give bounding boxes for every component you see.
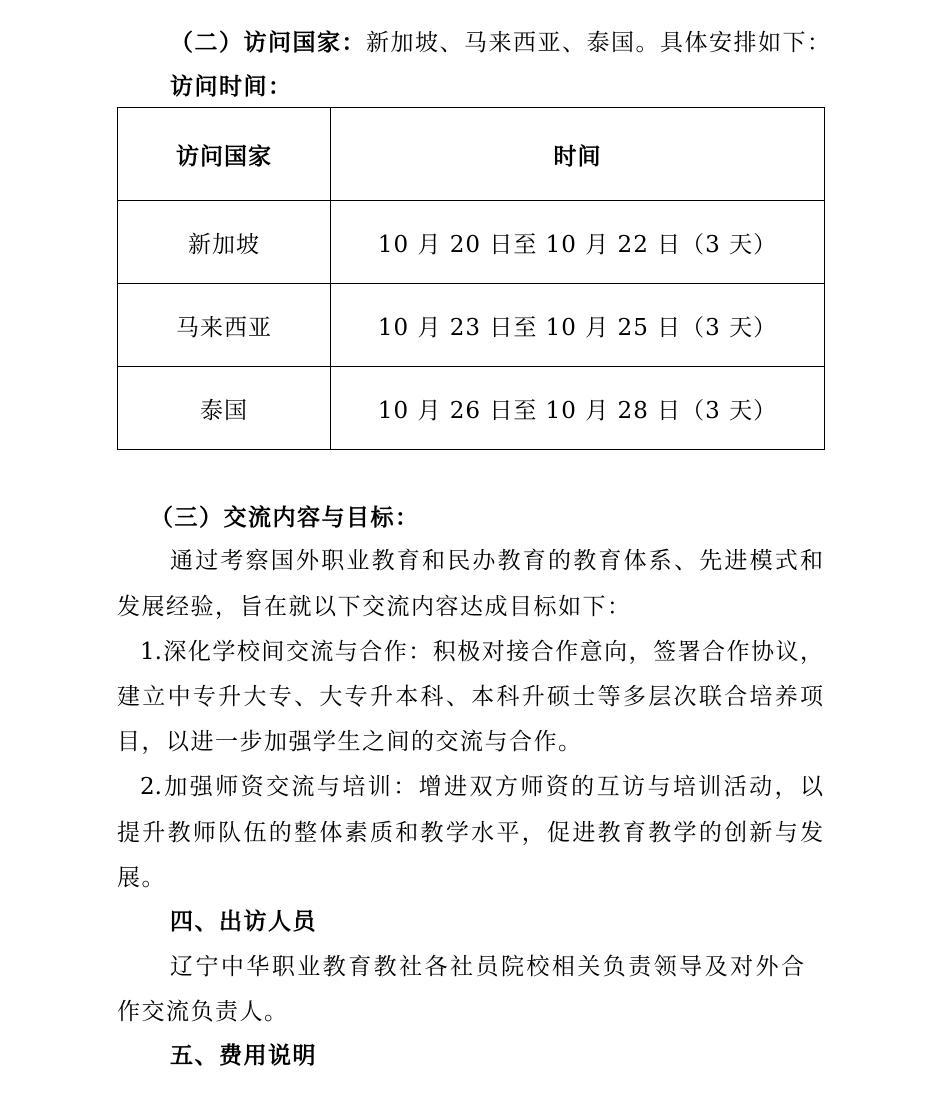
table-header-row xyxy=(118,108,825,201)
table-cell-country: 马来西亚 xyxy=(118,284,331,367)
delegates-heading: 四、出访人员 xyxy=(170,908,317,935)
item2-line-1: 2.加强师资交流与培训：增进双方师资的互访与培训活动，以 xyxy=(140,774,823,800)
item2-line-2: 提升教师队伍的整体素质和教学水平，促进教育教学的创新与发 xyxy=(117,820,823,846)
item1-line-1: 1.深化学校间交流与合作：积极对接合作意向，签署合作协议， xyxy=(140,639,823,665)
table-row xyxy=(118,201,825,284)
item1-line-3: 目，以进一步加强学生之间的交流与合作。 xyxy=(117,729,583,755)
table-cell-country: 泰国 xyxy=(118,367,331,450)
visit-countries-paragraph xyxy=(170,28,832,58)
exchange-goals-heading: （三）交流内容与目标： xyxy=(150,504,420,531)
table-row xyxy=(118,284,825,367)
item1-line-2: 建立中专升大专、大专升本科、本科升硕士等多层次联合培养项 xyxy=(117,684,823,710)
visit-time-label: 访问时间： xyxy=(170,73,293,100)
item2-line-3: 展。 xyxy=(117,865,166,891)
visit-countries-text: 新加坡、马来西亚、泰国。具体安排如下： xyxy=(366,30,832,56)
intro-line-1: 通过考察国外职业教育和民办教育的教育体系、先进模式和 xyxy=(170,548,823,574)
delegates-line-2: 作交流负责人。 xyxy=(117,999,289,1025)
table-cell-time: 10 月 23 日至 10 月 25 日（3 天） xyxy=(331,284,825,367)
table-cell-time: 10 月 20 日至 10 月 22 日（3 天） xyxy=(331,201,825,284)
visit-countries-heading: （二）访问国家： xyxy=(170,29,366,56)
table-row xyxy=(118,367,825,450)
table-header-country: 访问国家 xyxy=(118,108,331,201)
table-cell-country: 新加坡 xyxy=(118,201,331,284)
table-header-time: 时间 xyxy=(331,108,825,201)
intro-line-2: 发展经验，旨在就以下交流内容达成目标如下： xyxy=(117,594,632,620)
table-cell-time: 10 月 26 日至 10 月 28 日（3 天） xyxy=(331,367,825,450)
visit-schedule-table xyxy=(117,107,825,450)
expenses-heading: 五、费用说明 xyxy=(170,1042,317,1069)
delegates-line-1: 辽宁中华职业教育教社各社员院校相关负责领导及对外合 xyxy=(170,954,804,980)
